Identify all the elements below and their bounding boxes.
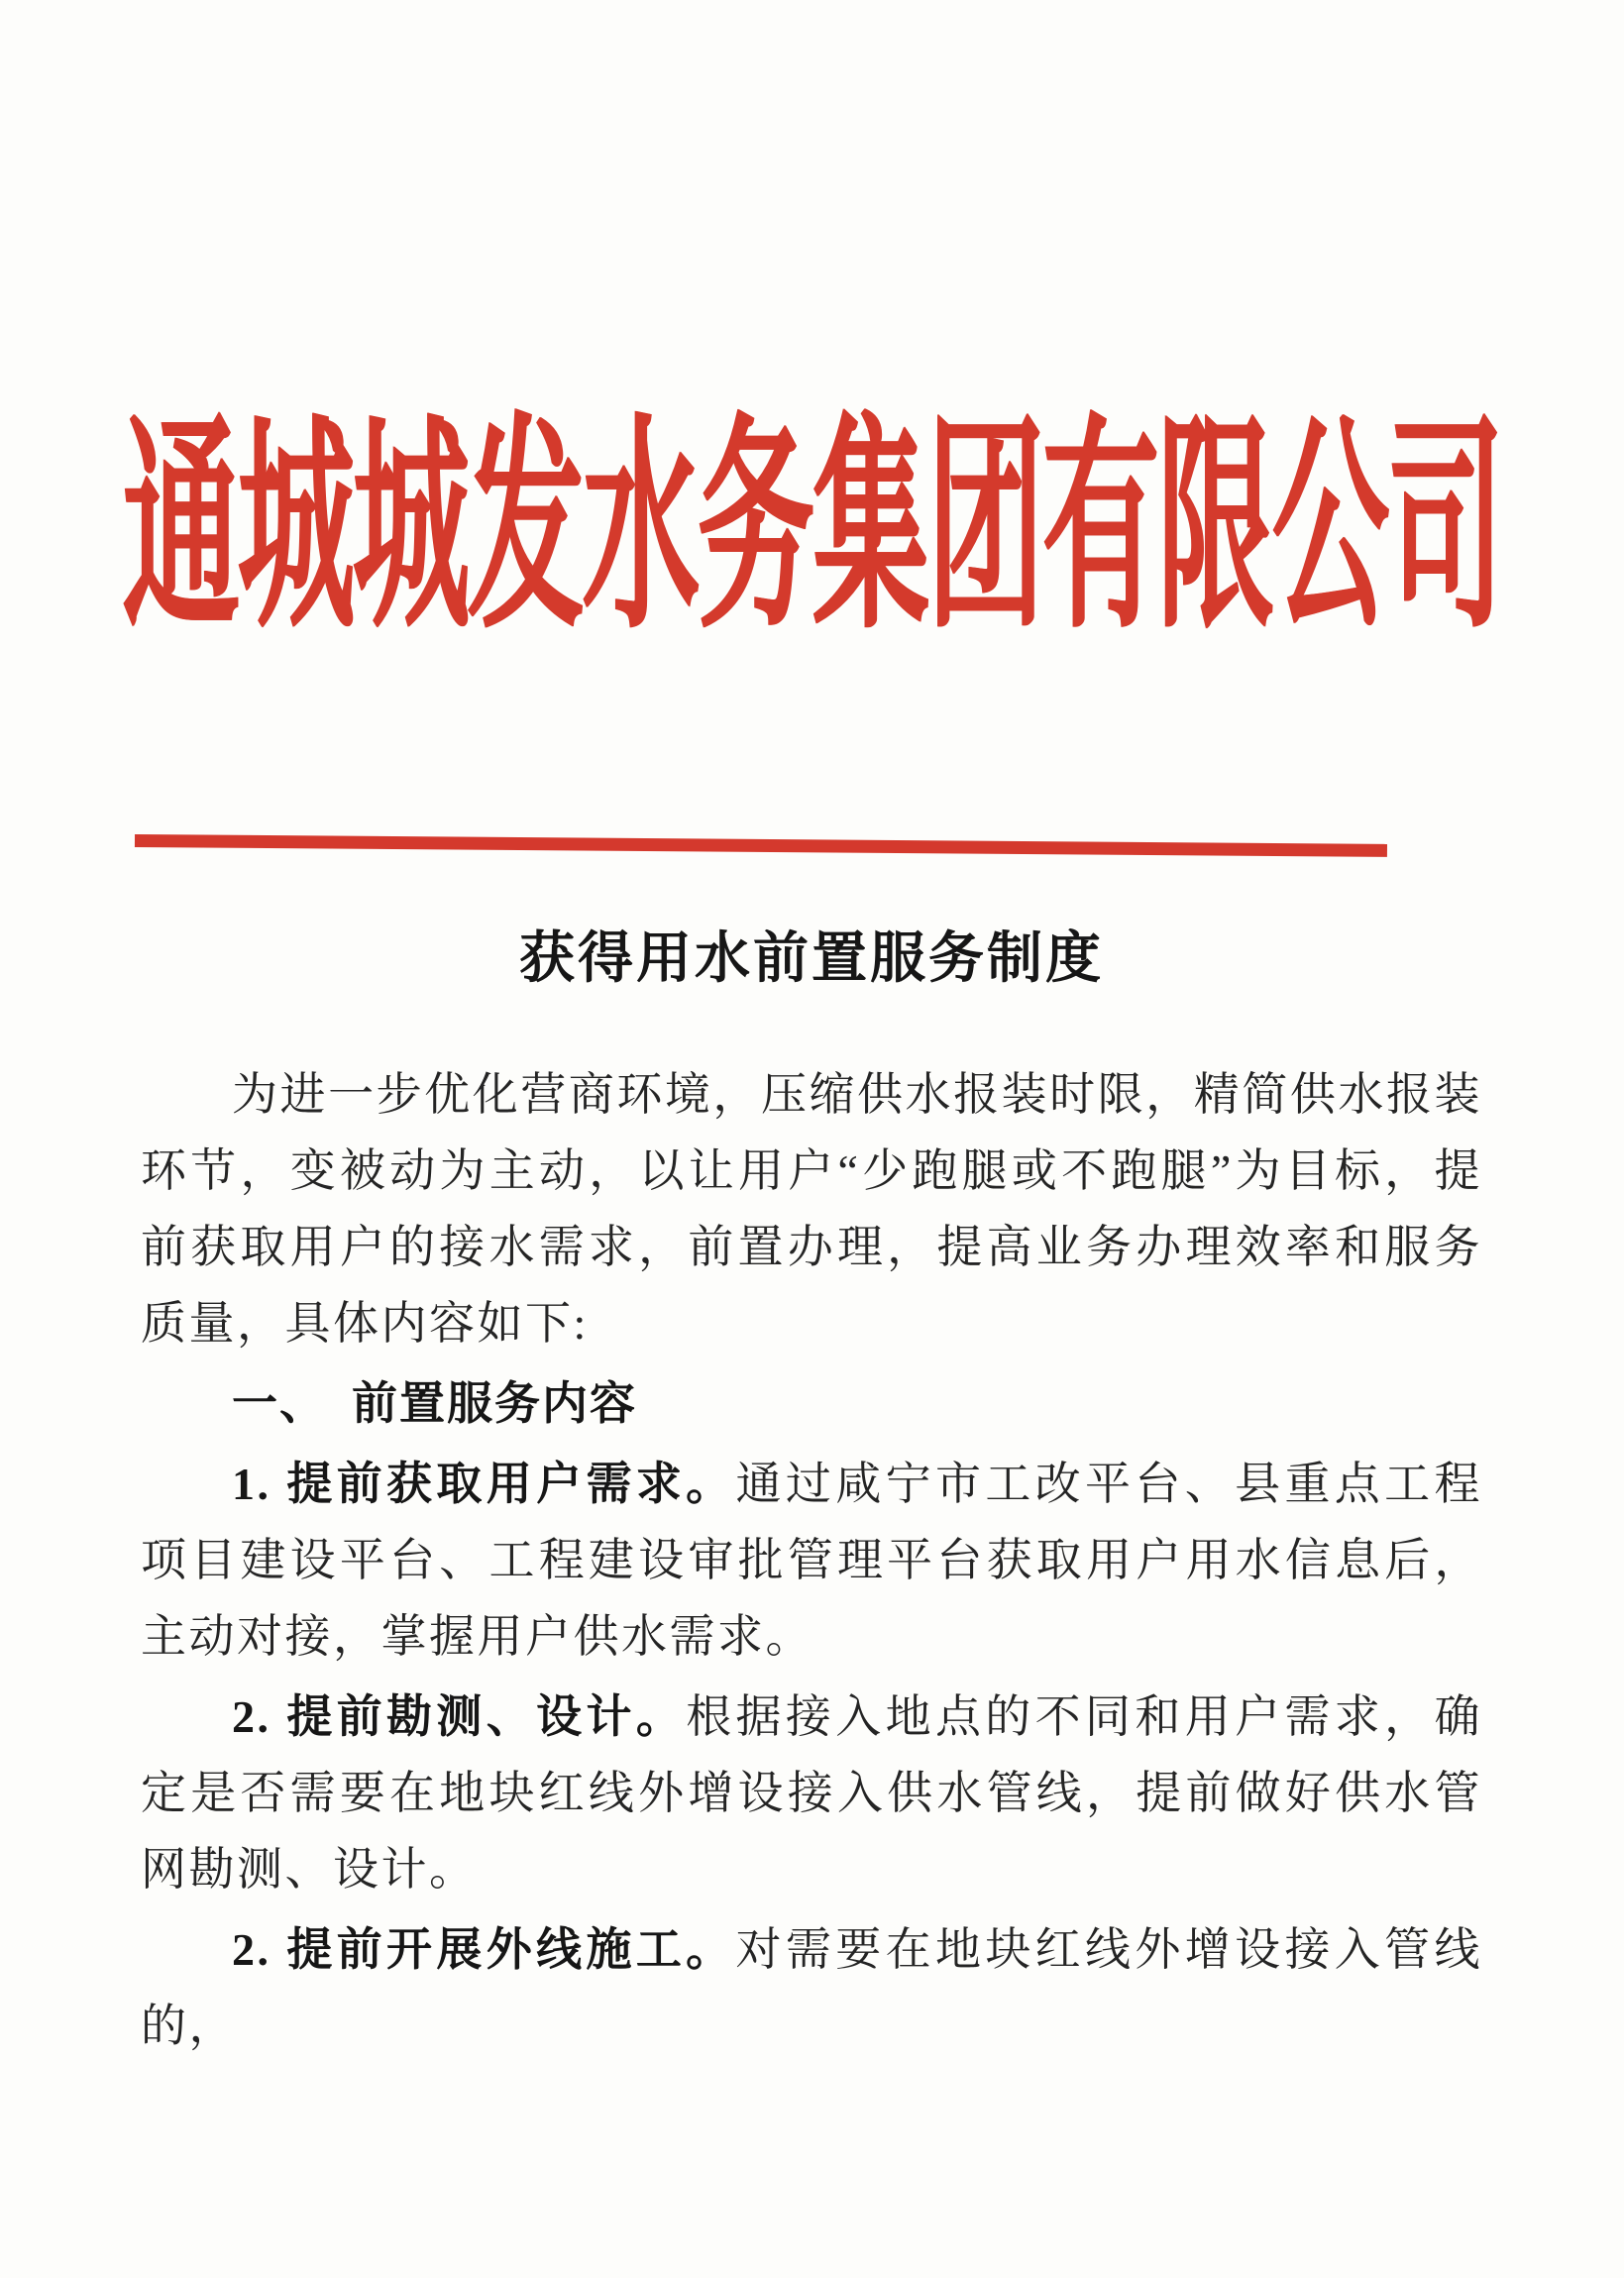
item-body: 对需要在地块红线外增设接入管线的，: [141, 1924, 1483, 2051]
section-heading: 一、 前置服务内容: [232, 1377, 637, 1429]
item-body: 根据接入地点的不同和用户需求，确定是否需要在地块红线外增设接入供水管线，提前做好供水管网勘测、设计。: [141, 1691, 1483, 1895]
company-name-text: 通城城发水务集团有限公司: [122, 402, 1502, 656]
company-letterhead: [0, 402, 1624, 656]
letterhead-divider-rule: [135, 834, 1387, 857]
intro-paragraph: 为进一步优化营商环境，压缩供水报装时限，精简供水报装环节，变被动为主动，以让用户“少跑腿或不跑腿”为目标，提前获取用户的接水需求，前置办理，提高业务办理效率和服务质量，具体内容如下:: [141, 1069, 1482, 1349]
list-item: [141, 1446, 1482, 1675]
list-item: [141, 1911, 1482, 2064]
document-body: [141, 920, 1482, 2068]
item-body: 通过咸宁市工改平台、县重点工程项目建设平台、工程建设审批管理平台获取用户用水信息后，主动对接，掌握用户供水需求。: [141, 1459, 1483, 1662]
item-lead: 2. 提前勘测、设计。: [232, 1691, 687, 1742]
list-item: [141, 1679, 1482, 1907]
item-lead: 2. 提前开展外线施工。: [232, 1924, 736, 1975]
item-lead: 1. 提前获取用户需求。: [232, 1459, 736, 1509]
document-title: 获得用水前置服务制度: [519, 928, 1104, 990]
